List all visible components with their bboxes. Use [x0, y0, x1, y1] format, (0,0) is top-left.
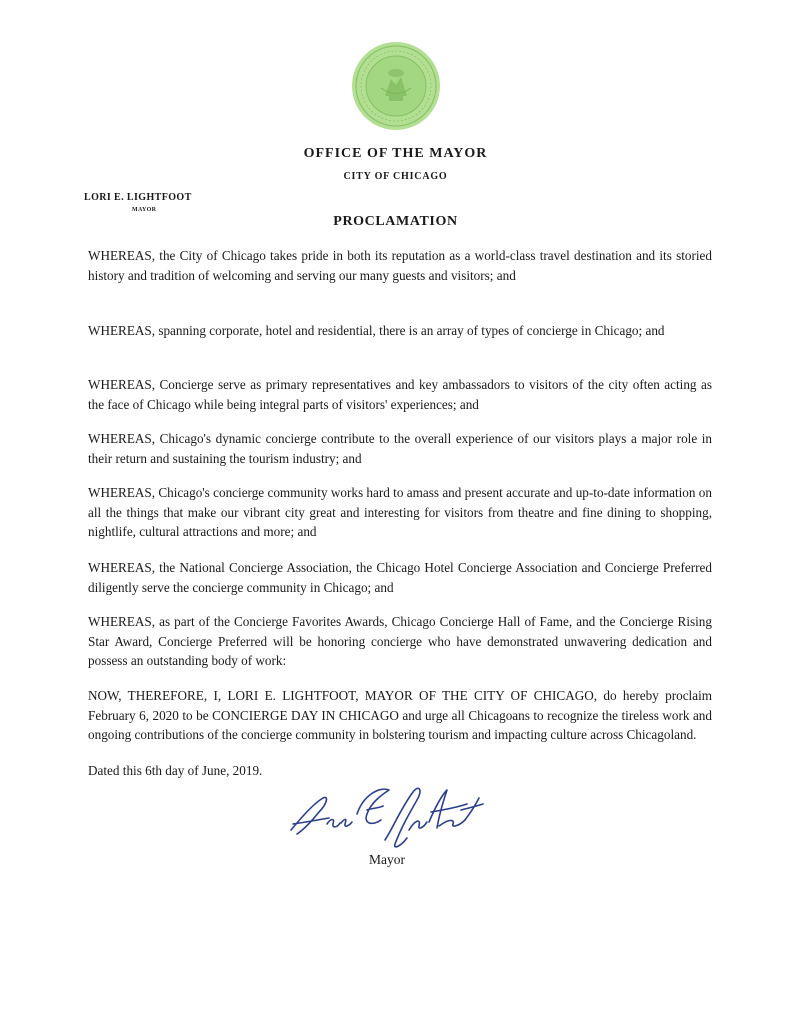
signer-title: Mayor — [369, 852, 405, 867]
office-heading: OFFICE OF THE MAYOR — [303, 146, 488, 161]
whereas-paragraph-5: WHEREAS, Chicago's concierge community works hard to amass and present accurate and up-to-date information on all the things that make our vibrant city great and interesting for visitors from theatre and fine dining to shopping, nightlife, cultural attractions and more; and — [88, 485, 712, 539]
whereas-paragraph-6: WHEREAS, the National Concierge Association, the Chicago Hotel Concierge Association and Concierge Preferred diligently serve the concierge community in Chicago; and — [88, 560, 712, 595]
handwritten-signature-icon — [283, 768, 488, 853]
city-seal-icon — [351, 41, 441, 131]
whereas-paragraph-7: WHEREAS, as part of the Concierge Favorites Awards, Chicago Concierge Hall of Fame, and the Concierge Rising Star Award, Concierge Preferred will be honoring concierge who have demonstrated unwavering dedication and possess an outstanding body of work: — [88, 614, 712, 668]
mayor-title: MAYOR — [132, 207, 157, 213]
whereas-paragraph-1: WHEREAS, the City of Chicago takes pride in both its reputation as a world-class travel destination and its storied history and tradition of welcoming and serving our many guests and visitors; and — [88, 248, 712, 283]
mayor-name: LORI E. LIGHTFOOT — [84, 192, 192, 203]
whereas-paragraph-4: WHEREAS, Chicago's dynamic concierge contribute to the overall experience of our visitors plays a major role in their return and sustaining the tourism industry; and — [88, 431, 712, 466]
now-therefore-paragraph: NOW, THEREFORE, I, LORI E. LIGHTFOOT, MAYOR OF THE CITY OF CHICAGO, do hereby proclaim February 6, 2020 to be CONCIERGE DAY IN CHICAGO and urge all Chicagoans to recognize the tireless work and ongoing contributions of the concierge community in bolstering tourism and impacting culture across Chicagoland. — [88, 688, 712, 742]
proclamation-title: PROCLAMATION — [333, 214, 458, 229]
whereas-paragraph-2: WHEREAS, spanning corporate, hotel and residential, there is an array of types of concierge in Chicago; and — [88, 323, 665, 338]
dated-line: Dated this 6th day of June, 2019. — [88, 763, 263, 778]
city-heading: CITY OF CHICAGO — [343, 171, 448, 182]
whereas-paragraph-3: WHEREAS, Concierge serve as primary representatives and key ambassadors to visitors of the city often acting as the face of Chicago while being integral parts of visitors' experiences; and — [88, 377, 712, 412]
